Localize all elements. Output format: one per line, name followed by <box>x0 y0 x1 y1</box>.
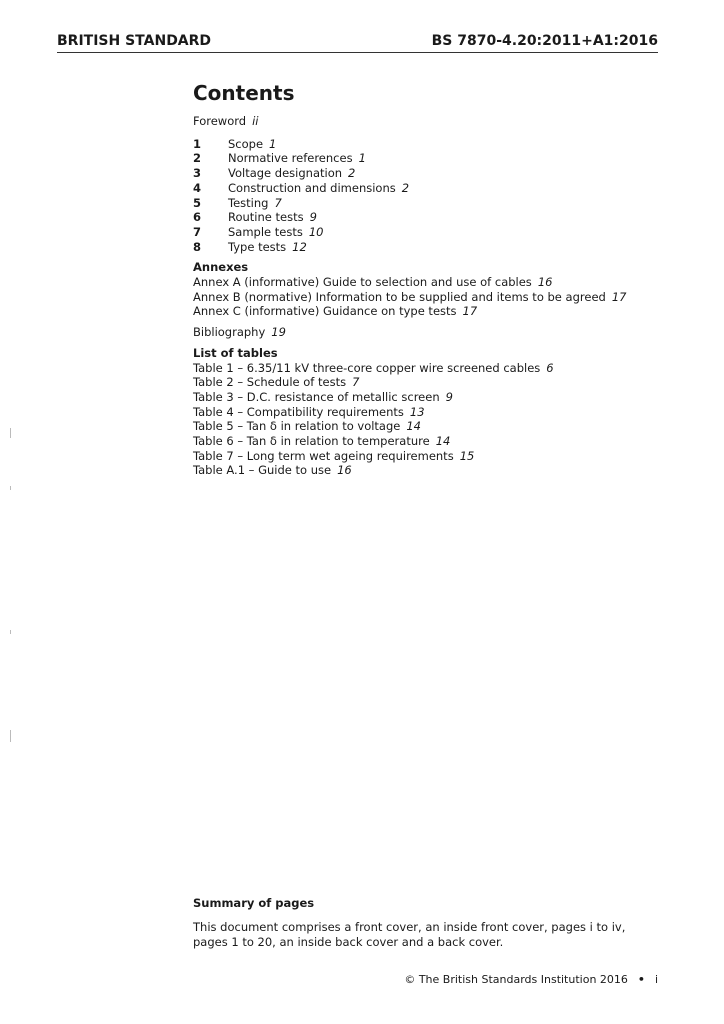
toc-entry-label: Normative references <box>228 151 353 166</box>
toc-entry-label: Sample tests <box>228 224 303 239</box>
margin-mark <box>10 730 11 742</box>
toc-entry-section[interactable] <box>193 181 663 196</box>
toc-entry-label: Table 5 – Tan δ in relation to voltage <box>193 419 401 434</box>
toc-entry-section[interactable] <box>193 137 663 152</box>
toc-entry-label: Scope <box>228 136 264 151</box>
contents-block <box>193 80 663 478</box>
annex-list <box>193 260 663 319</box>
toc-entry-label: Annex A (informative) Guide to selection and use of cables <box>193 275 532 290</box>
toc-entry-table[interactable] <box>193 449 663 464</box>
toc-entry-page: 6 <box>546 360 554 375</box>
toc-entry-table[interactable] <box>193 434 663 449</box>
summary-heading: Summary of pages <box>193 896 315 910</box>
bullet-separator: • <box>637 973 645 986</box>
section-number: 5 <box>193 195 202 210</box>
section-number: 2 <box>193 151 202 166</box>
toc-entry-label: Voltage designation <box>228 166 343 181</box>
toc-entry-page: 15 <box>459 448 475 463</box>
toc-entry-label: Annex C (informative) Guidance on type tests <box>193 304 457 319</box>
toc-entry-label: Annex B (normative) Information to be supplied and items to be agreed <box>193 289 606 304</box>
toc-entry-page: 14 <box>406 419 421 434</box>
toc-entry-section[interactable] <box>193 210 663 225</box>
toc-entry-label: Table 4 – Compatibility requirements <box>193 404 404 419</box>
tables-heading: List of tables <box>193 345 278 360</box>
toc-entry-page: 16 <box>337 463 352 478</box>
toc-entry-page: 14 <box>435 434 451 449</box>
tables-list <box>193 346 663 478</box>
margin-mark <box>10 486 11 490</box>
toc-entry-label: Construction and dimensions <box>228 180 396 195</box>
toc-entry-page: 10 <box>308 224 324 239</box>
page-footer <box>404 973 658 986</box>
section-number: 1 <box>193 136 202 151</box>
section-list <box>193 137 663 255</box>
toc-entry-table[interactable] <box>193 463 663 478</box>
toc-entry-section[interactable] <box>193 240 663 255</box>
toc-entry-label: Table 1 – 6.35/11 kV three-core copper wire screened cables <box>193 360 541 375</box>
toc-entry-table[interactable] <box>193 390 663 405</box>
toc-entry-annex[interactable] <box>193 275 663 290</box>
toc-entry-table[interactable] <box>193 419 663 434</box>
margin-mark <box>10 630 11 634</box>
margin-mark <box>10 428 11 438</box>
toc-entry-page: 17 <box>462 304 478 319</box>
toc-entry-page: 19 <box>271 325 286 340</box>
header-standard-label: BRITISH STANDARD <box>57 33 212 49</box>
toc-entry-page: 13 <box>409 404 425 419</box>
toc-entry-bibliography[interactable] <box>193 325 663 340</box>
toc-entry-page: 1 <box>269 136 277 151</box>
summary-text-line: pages 1 to 20, an inside back cover and a back cover. <box>193 935 504 949</box>
toc-entry-table[interactable] <box>193 361 663 376</box>
toc-entry-page: 7 <box>352 375 360 390</box>
summary-text-line: This document comprises a front cover, an inside front cover, pages i to iv, <box>193 920 626 934</box>
toc-entry-page: 1 <box>358 151 366 166</box>
toc-entry-label: Foreword <box>193 114 247 128</box>
toc-entry-section[interactable] <box>193 151 663 166</box>
section-number: 3 <box>193 166 202 181</box>
toc-entry-label: Table 3 – D.C. resistance of metallic screen <box>193 389 440 404</box>
toc-entry-label: Table 2 – Schedule of tests <box>193 375 347 390</box>
toc-entry-label: Bibliography <box>193 325 266 340</box>
copyright-notice: © The British Standards Institution 2016 <box>404 973 628 986</box>
toc-entry-page: 7 <box>274 195 282 210</box>
toc-entry-label: Type tests <box>228 239 287 254</box>
section-number: 4 <box>193 180 202 195</box>
toc-entry-page: 2 <box>401 180 410 195</box>
toc-entry-foreword[interactable] <box>193 114 663 129</box>
toc-entry-label: Testing <box>228 195 269 210</box>
header-document-code: BS 7870-4.20:2011+A1:2016 <box>431 33 658 49</box>
toc-entry-page: 9 <box>309 210 317 225</box>
section-number: 8 <box>193 239 202 254</box>
toc-entry-table[interactable] <box>193 405 663 420</box>
toc-entry-annex[interactable] <box>193 304 663 319</box>
annexes-heading: Annexes <box>193 260 249 275</box>
toc-entry-label: Table 6 – Tan δ in relation to temperature <box>193 434 430 449</box>
toc-entry-page: 17 <box>611 289 627 304</box>
toc-entry-table[interactable] <box>193 375 663 390</box>
toc-entry-section[interactable] <box>193 166 663 181</box>
toc-entry-page: ii <box>252 114 259 128</box>
summary-of-pages <box>193 896 673 950</box>
toc-entry-label: Routine tests <box>228 210 304 225</box>
toc-entry-page: 9 <box>445 389 453 404</box>
toc-entry-annex[interactable] <box>193 290 663 305</box>
toc-entry-page: 2 <box>348 166 356 181</box>
toc-entry-section[interactable] <box>193 225 663 240</box>
contents-title: Contents <box>193 81 295 105</box>
toc-entry-label: Table 7 – Long term wet ageing requirements <box>193 448 454 463</box>
toc-entry-section[interactable] <box>193 196 663 211</box>
header-rule <box>57 52 658 53</box>
page-number: i <box>654 973 658 986</box>
toc-entry-page: 16 <box>537 275 553 290</box>
toc-entry-label: Table A.1 – Guide to use <box>193 463 332 478</box>
section-number: 7 <box>193 224 202 239</box>
toc-entry-page: 12 <box>292 239 307 254</box>
section-number: 6 <box>193 210 202 225</box>
